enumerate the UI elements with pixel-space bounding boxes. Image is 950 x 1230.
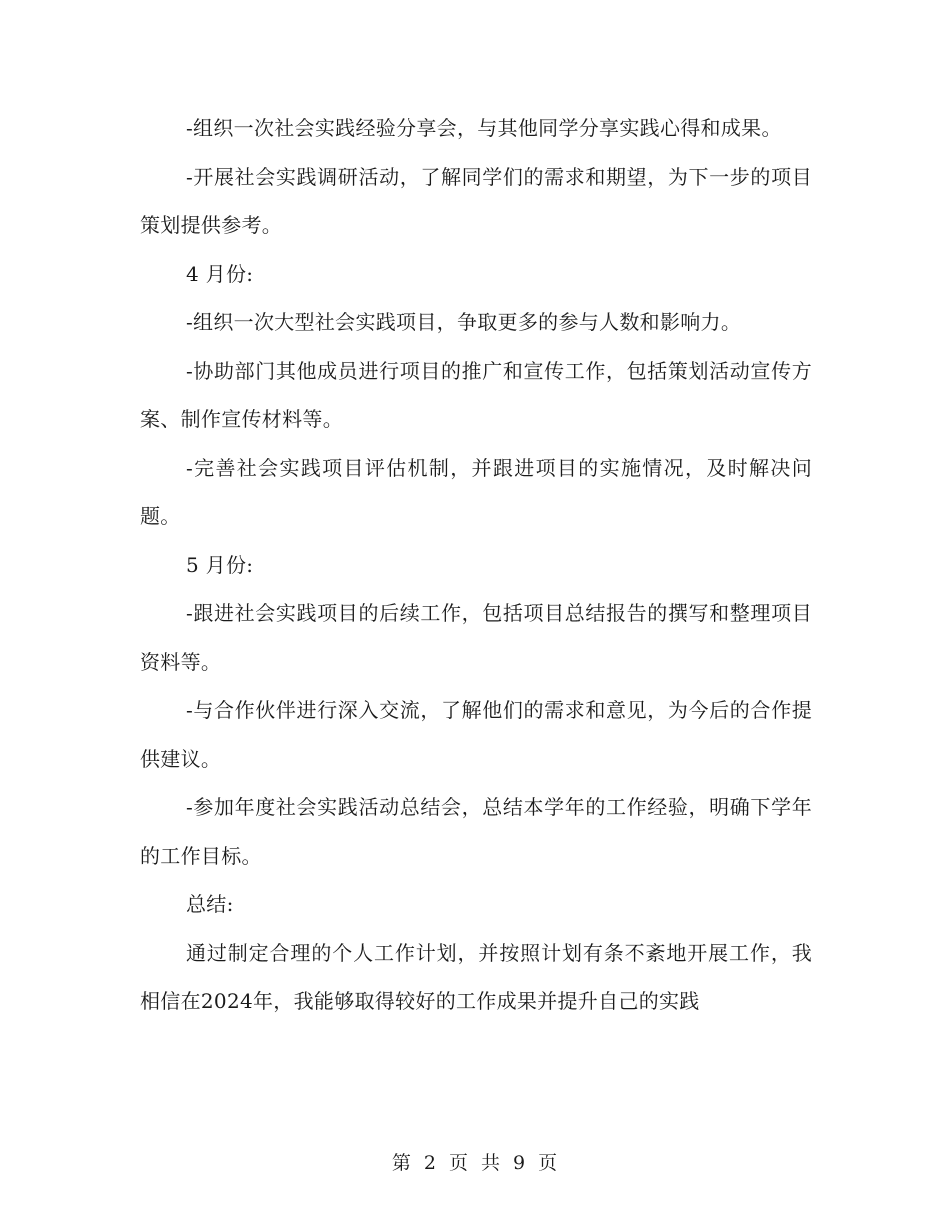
- page-number-footer: 第 2 页 共 9 页: [391, 1152, 559, 1174]
- document-body: [140, 104, 812, 1026]
- paragraph-partner-exchange: -与合作伙伴进行深入交流，了解他们的需求和意见，为今后的合作提供建议。: [140, 698, 812, 771]
- paragraph-survey-activity: -开展社会实践调研活动，了解同学们的需求和期望，为下一步的项目策划提供参考。: [140, 164, 812, 237]
- paragraph-evaluation-mechanism: -完善社会实践项目评估机制，并跟进项目的实施情况，及时解决问题。: [140, 455, 812, 528]
- paragraph-promotion-work: -协助部门其他成员进行项目的推广和宣传工作，包括策划活动宣传方案、制作宣传材料等。: [140, 358, 812, 431]
- heading-summary: 总结:: [186, 892, 234, 916]
- paragraph-share-meeting: -组织一次社会实践经验分享会，与其他同学分享实践心得和成果。: [186, 116, 782, 140]
- heading-april: 4 月份:: [186, 261, 254, 286]
- heading-may: 5 月份:: [186, 552, 254, 577]
- paragraph-follow-up-work: -跟进社会实践项目的后续工作，包括项目总结报告的撰写和整理项目资料等。: [140, 601, 812, 674]
- paragraph-large-project: -组织一次大型社会实践项目，争取更多的参与人数和影响力。: [186, 310, 742, 334]
- paragraph-conclusion: 通过制定合理的个人工作计划，并按照计划有条不紊地开展工作，我相信在2024年，我能够取得较好的工作成果并提升自己的实践: [140, 940, 812, 1013]
- paragraph-annual-summary-meeting: -参加年度社会实践活动总结会，总结本学年的工作经验，明确下学年的工作目标。: [140, 795, 812, 868]
